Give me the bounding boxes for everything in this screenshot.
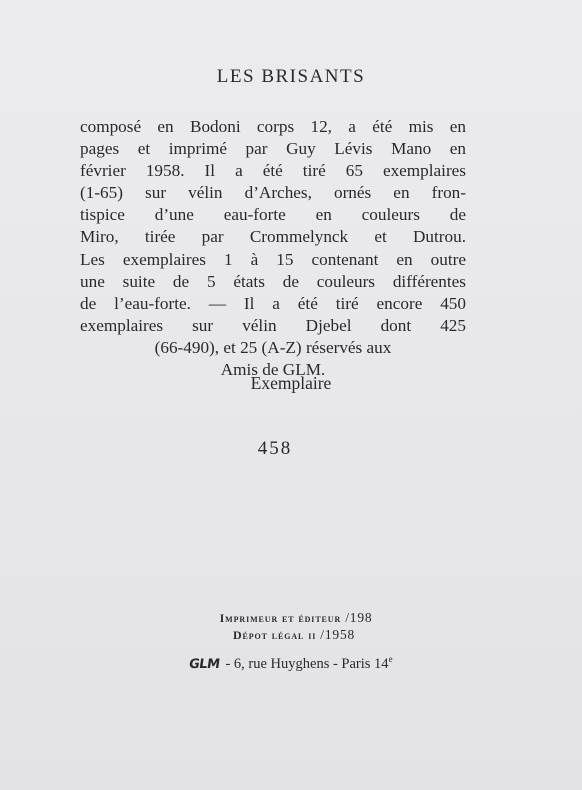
legal-deposit-number: /1958 (320, 627, 356, 642)
colophon-line: de l’eau-forte. — Il a été tiré encore 450 (80, 293, 466, 313)
printer-label: Imprimeur et éditeur (219, 611, 342, 625)
colophon-line: Miro, tirée par Crommelynck et Dutrou. (80, 227, 466, 247)
printer-number: /198 (345, 610, 373, 625)
legal-deposit-label: Dépot légal ii (232, 628, 317, 642)
colophon-line: Les exemplaires 1 à 15 contenant en outre (80, 249, 466, 269)
colophon-line: Amis de GLM. (220, 360, 326, 380)
colophon-line: exemplaires sur vélin Djebel dont 425 (80, 315, 466, 335)
address-superscript: e (388, 654, 393, 665)
colophon-line: composé en Bodoni corps 12, a été mis en (80, 117, 466, 136)
colophon-line: pages et imprimé par Guy Lévis Mano en (80, 139, 466, 159)
legal-deposit-line (0, 627, 582, 643)
colophon-line: tispice d’une eau-forte en couleurs de (80, 205, 466, 225)
colophon-line: (1-65) sur vélin d’Arches, ornés en fron- (80, 183, 466, 203)
book-title: LES BRISANTS (216, 66, 366, 87)
imprint-block (0, 610, 582, 673)
publisher-address: - 6, rue Huyghens - Paris 14 (225, 656, 389, 672)
colophon-line: (66-490), et 25 (A-Z) réservés aux (154, 337, 392, 357)
colophon-text (80, 116, 466, 381)
colophon-line: une suite de 5 états de couleurs différentes (80, 271, 466, 291)
exemplaire-label: Exemplaire (250, 373, 332, 393)
glm-logo: GLM (188, 657, 221, 672)
address-line (0, 656, 582, 673)
printer-line (0, 610, 582, 626)
colophon-line: février 1958. Il a été tiré 65 exemplaires (80, 161, 466, 181)
exemplaire-number: 458 (257, 438, 293, 459)
